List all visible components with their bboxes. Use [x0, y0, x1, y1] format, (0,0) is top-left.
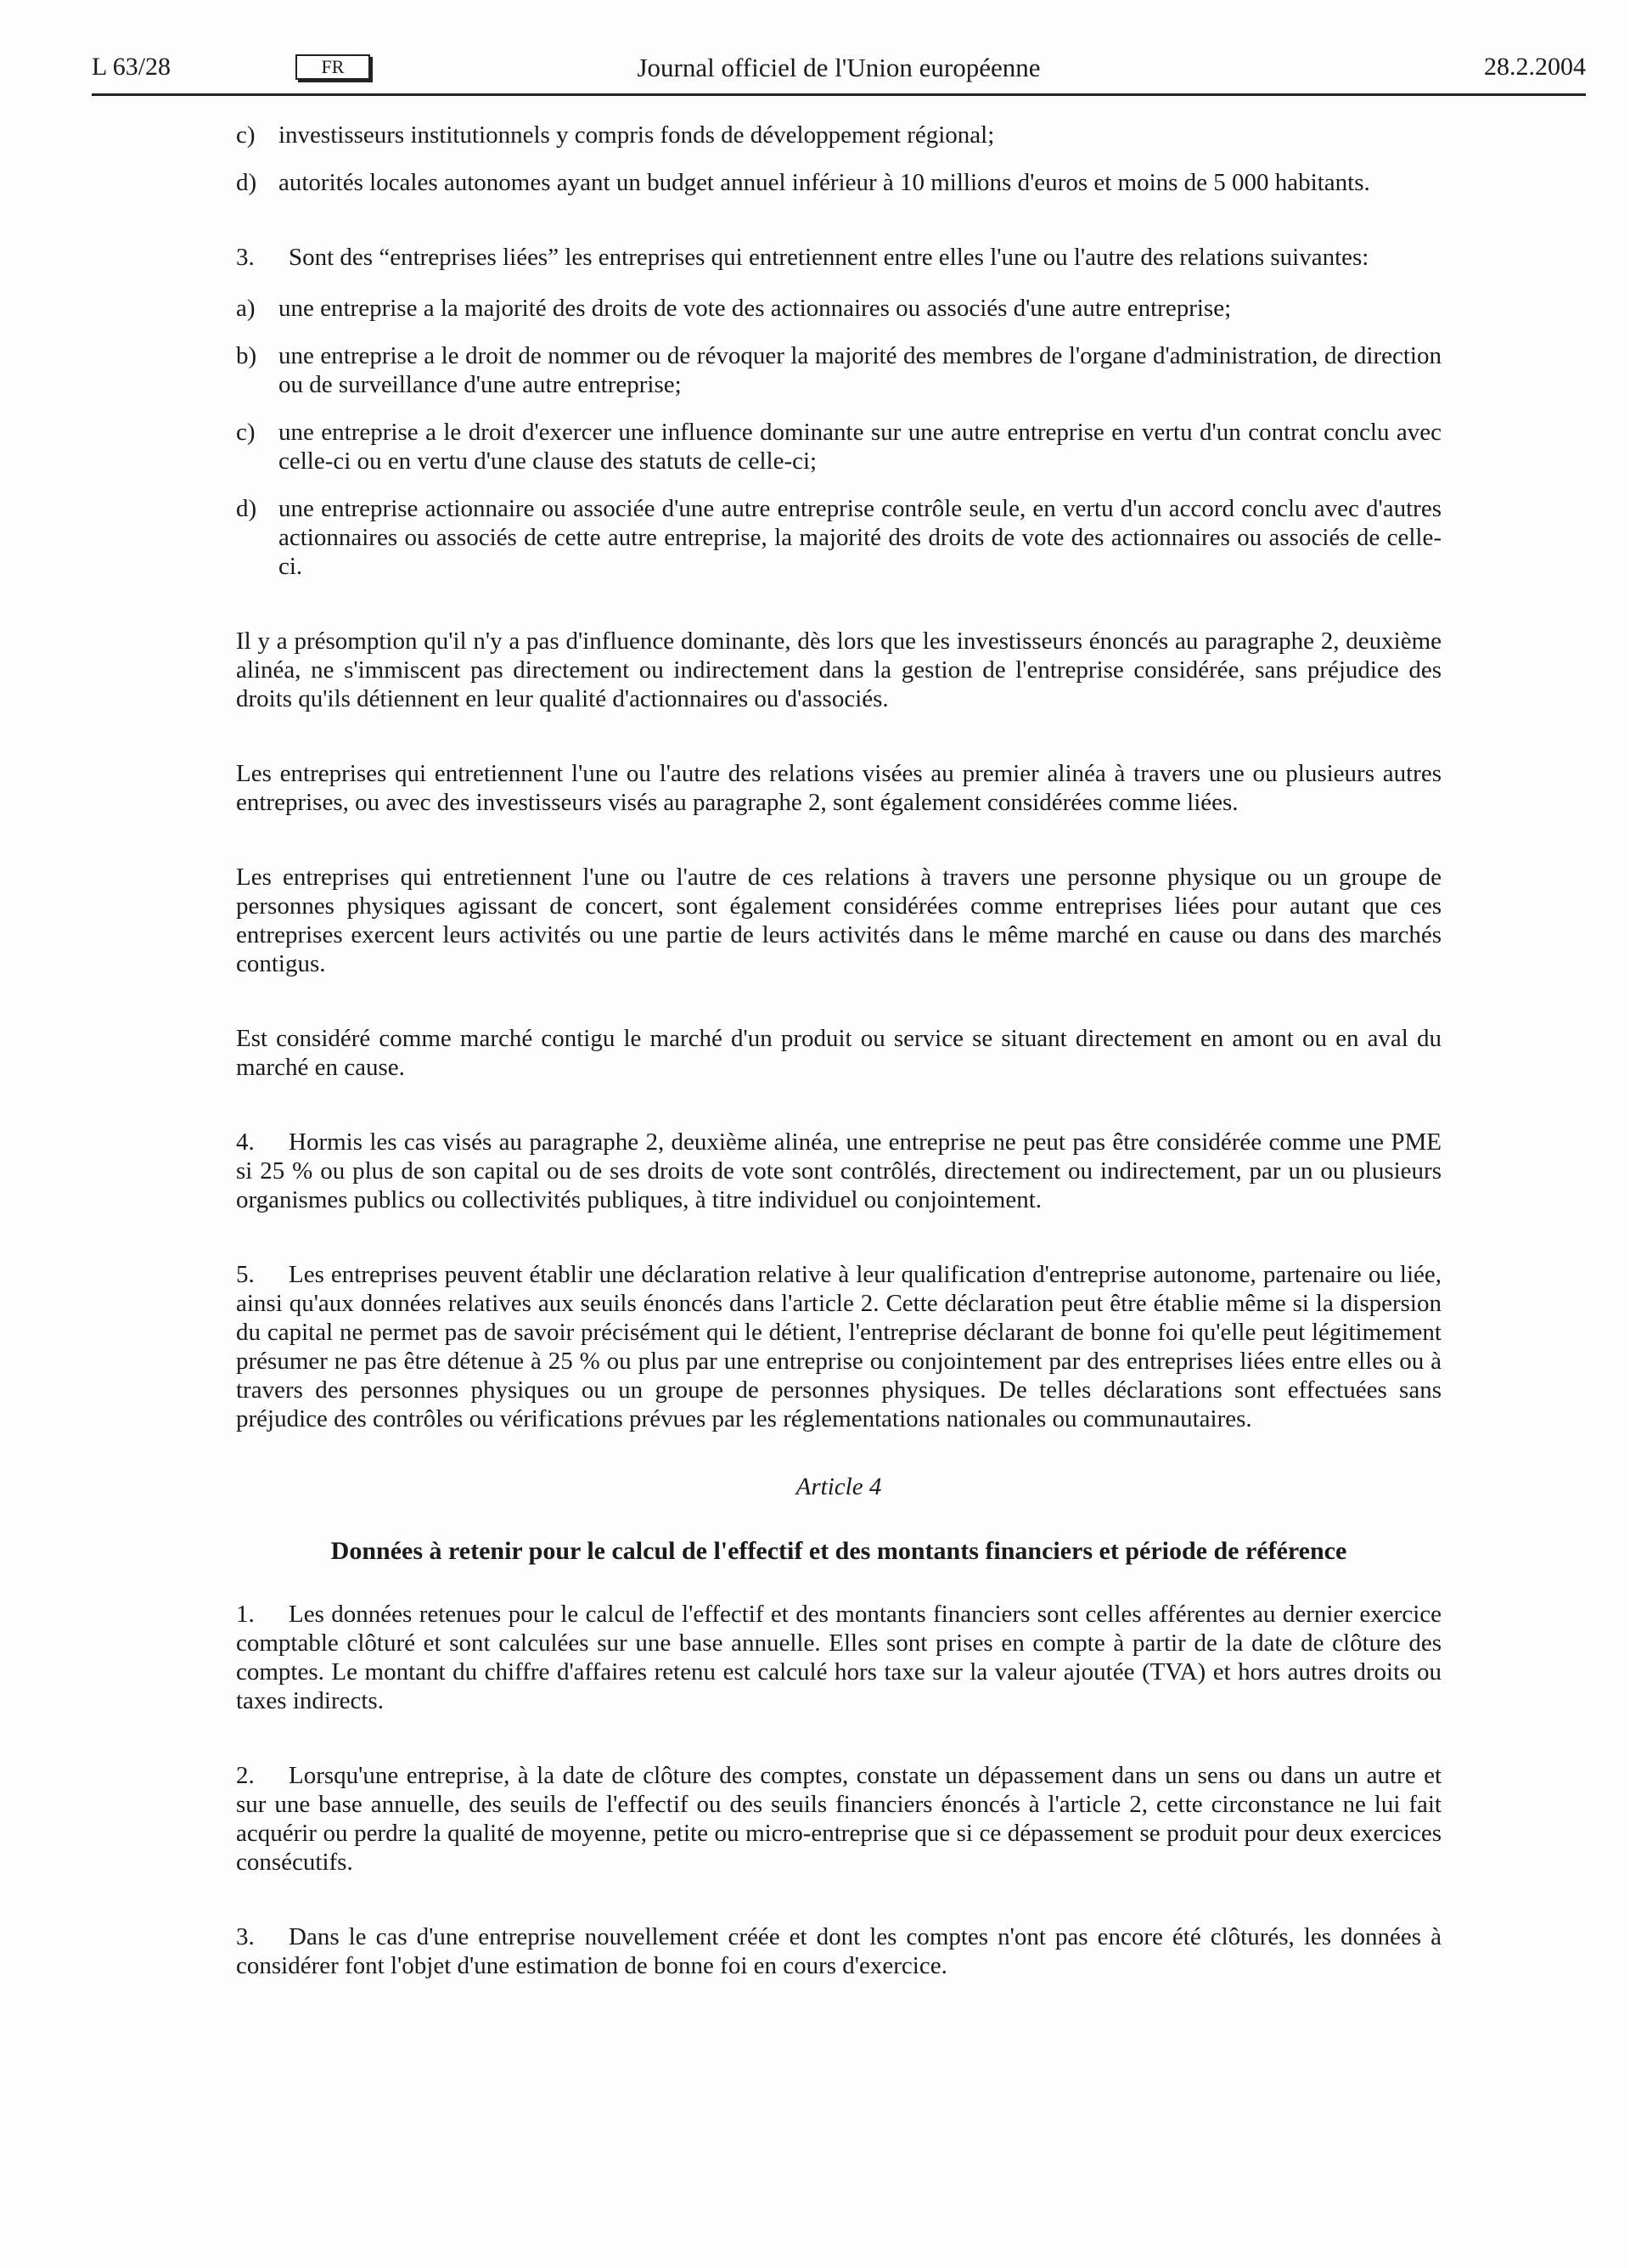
- paragraph-text: Sont des “entreprises liées” les entreprises qui entretiennent entre elles l'une ou l'autre des relations suivantes:: [289, 244, 1369, 271]
- list-marker: b): [236, 342, 257, 369]
- list-item: [236, 494, 1442, 581]
- paragraph-text: Lorsqu'une entreprise, à la date de clôture des comptes, constate un dépassement dans un sens ou dans un autre et sur une base annuelle, des seuils de l'effectif ou des seuils financiers énoncés à l'article 2, cette circonstance ne lui fait acquérir ou perdre la qualité de moyenne, petite ou micro-entreprise que si ce dépassement se produit pour deux exercices consécutifs.: [236, 1762, 1442, 1876]
- journal-header: [92, 49, 1586, 96]
- paragraph-3: [236, 243, 1442, 272]
- paragraph-5: [236, 1260, 1442, 1433]
- paragraph: Il y a présomption qu'il n'y a pas d'influence dominante, dès lors que les investisseurs énoncés au paragraphe 2, deuxième alinéa, ne s'immiscent pas directement ou indirectement dans la gestion de l'entreprise considérée, sans préjudice des droits qu'ils détiennent en leur qualité d'actionnaires ou d'associés.: [236, 627, 1442, 712]
- document-body: [236, 121, 1442, 2011]
- list-item: [236, 121, 1442, 149]
- list-item-text: une entreprise a le droit de nommer ou de révoquer la majorité des membres de l'organe d'administration, de direction ou de surveillance d'une autre entreprise;: [278, 342, 1442, 398]
- paragraph: Les entreprises qui entretiennent l'une ou l'autre de ces relations à travers une personne physique ou un groupe de personnes physiques agissant de concert, sont également considérées comme entreprises liées pour autant que ces entreprises exercent leurs activités ou une partie de leurs activités dans le même marché en cause ou dans des marchés contigus.: [236, 864, 1442, 977]
- list-item: [236, 168, 1442, 197]
- list-item: [236, 341, 1442, 399]
- paragraph: Est considéré comme marché contigu le marché d'un produit ou service se situant directement en amont ou en aval du marché en cause.: [236, 1025, 1442, 1081]
- article-title: Données à retenir pour le calcul de l'effectif et des montants financiers et période de référence: [330, 1537, 1347, 1565]
- publication-date: 28.2.2004: [1484, 53, 1586, 81]
- list-item-text: une entreprise a le droit d'exercer une influence dominante sur une autre entreprise en vertu d'un contrat conclu avec celle-ci ou en vertu d'une clause des statuts de celle-ci;: [278, 419, 1442, 475]
- list-item: [236, 418, 1442, 476]
- page-reference: L 63/28: [92, 53, 171, 81]
- paragraph-number: 2.: [236, 1762, 255, 1789]
- paragraph-number: 3.: [236, 244, 255, 271]
- paragraph-text: Les entreprises peuvent établir une déclaration relative à leur qualification d'entreprise autonome, partenaire ou liée, ainsi qu'aux données relatives aux seuils énoncés dans l'article 2. Cette déclaration peut être établie même si la dispersion du capital ne permet pas de savoir précisément qui le détient, l'entreprise déclarant de bonne foi qu'elle peut légitimement présumer ne pas être détenue à 25 % ou plus par une entreprise ou conjointement par des entreprises liées entre elles ou à travers des personnes physiques ou un groupe de personnes physiques. De telles déclarations sont effectuées sans préjudice des contrôles ou vérifications prévues par les réglementations nationales ou communautaires.: [236, 1261, 1442, 1432]
- paragraph-text: Dans le cas d'une entreprise nouvellement créée et dont les comptes n'ont pas encore été clôturés, les données à considérer font l'objet d'une estimation de bonne foi en cours d'exercice.: [236, 1923, 1442, 1979]
- paragraph-text: Les données retenues pour le calcul de l'effectif et des montants financiers sont celles afférentes au dernier exercice comptable clôturé et sont calculées sur une base annuelle. Elles sont prises en compte à partir de la date de clôture des comptes. Le montant du chiffre d'affaires retenu est calculé hors taxe sur la valeur ajoutée (TVA) et hors autres droits ou taxes indirects.: [236, 1601, 1442, 1714]
- list-item-text: investisseurs institutionnels y compris fonds de développement régional;: [278, 121, 995, 149]
- list-marker: d): [236, 495, 257, 522]
- paragraph-number: 1.: [236, 1601, 255, 1628]
- list-item-text: une entreprise a la majorité des droits de vote des actionnaires ou associés d'une autre entreprise;: [278, 295, 1232, 322]
- list-item-text: une entreprise actionnaire ou associée d'une autre entreprise contrôle seule, en vertu d'un accord conclu avec d'autres actionnaires ou associés de cette autre entreprise, la majorité des droits de vote des actionnaires ou associés de celle-ci.: [278, 495, 1442, 580]
- list-item-text: autorités locales autonomes ayant un budget annuel inférieur à 10 millions d'euros et moins de 5 000 habitants.: [278, 169, 1370, 196]
- article-paragraph-2: [236, 1761, 1442, 1877]
- article-label: Article 4: [795, 1473, 882, 1500]
- paragraph-text: Hormis les cas visés au paragraphe 2, deuxième alinéa, une entreprise ne peut pas être considérée comme une PME si 25 % ou plus de son capital ou de ses droits de vote sont contrôlés, directement ou indirectement, par un ou plusieurs organismes publics ou collectivités publiques, à titre individuel ou conjointement.: [236, 1128, 1442, 1213]
- article-paragraph-1: [236, 1600, 1442, 1715]
- list-marker: a): [236, 295, 256, 322]
- list-item: [236, 294, 1442, 323]
- language-badge: FR: [295, 54, 370, 80]
- paragraph: Les entreprises qui entretiennent l'une ou l'autre des relations visées au premier alinéa à travers une ou plusieurs autres entreprises, ou avec des investisseurs visés au paragraphe 2, sont également considérées comme liées.: [236, 760, 1442, 816]
- journal-title: Journal officiel de l'Union européenne: [637, 53, 1041, 82]
- list-marker: c): [236, 419, 256, 446]
- paragraph-4: [236, 1128, 1442, 1214]
- paragraph-number: 5.: [236, 1261, 255, 1288]
- list-marker: c): [236, 121, 256, 149]
- paragraph-number: 3.: [236, 1923, 255, 1950]
- article-paragraph-3: [236, 1922, 1442, 1980]
- list-marker: d): [236, 169, 257, 196]
- paragraph-number: 4.: [236, 1128, 255, 1156]
